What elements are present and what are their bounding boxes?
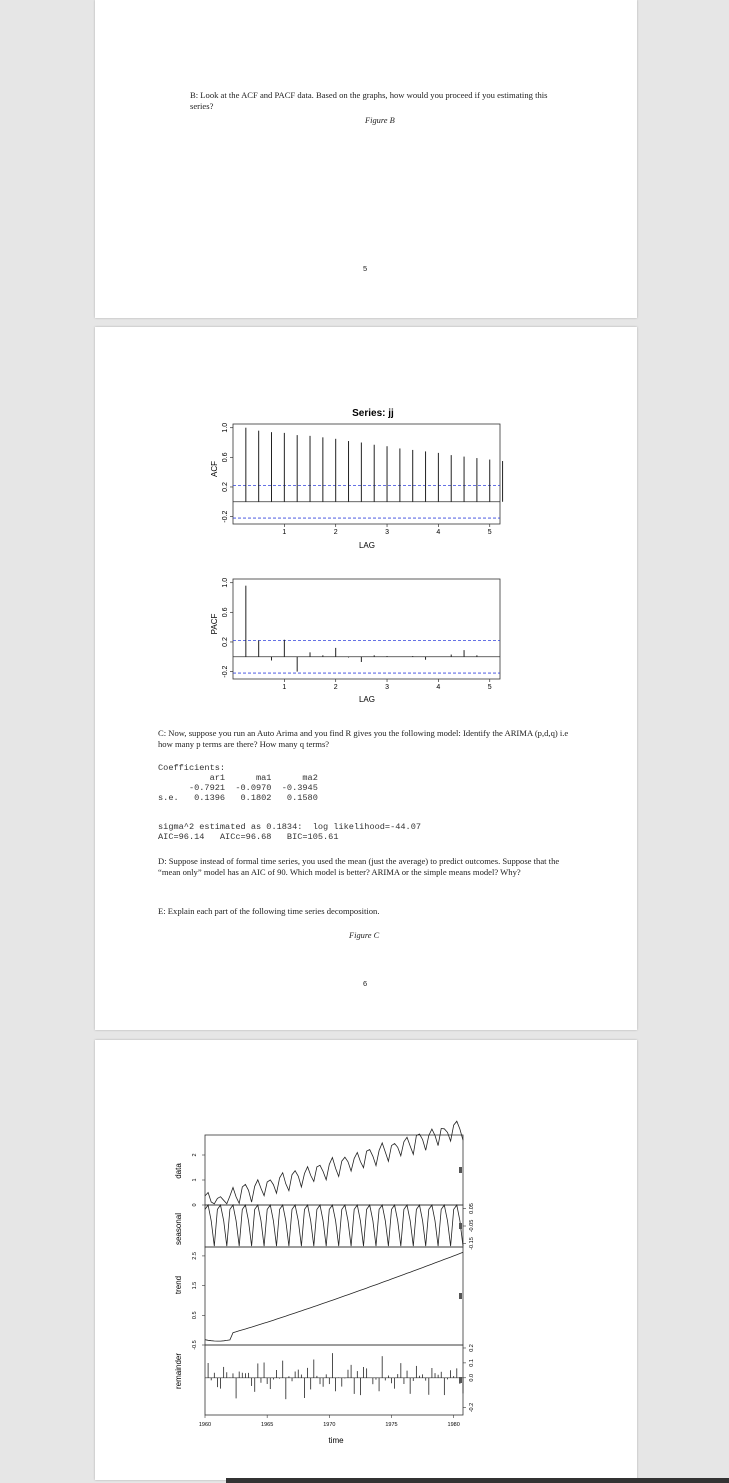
acf-frame [233, 424, 500, 524]
pacf-chart [222, 578, 500, 691]
stl-seasonal-scale-bar [459, 1223, 462, 1229]
stl-seasonal-line [205, 1205, 463, 1246]
pacf-y-tick-label: -0.2 [222, 665, 229, 678]
panel-label-trend: trend [174, 1275, 183, 1295]
stl-trend-y-tick-label: 0.5 [192, 1311, 198, 1320]
stl-trend-panel [205, 1247, 463, 1345]
stl-trend-scale-bar [459, 1293, 462, 1299]
stl-remainder-y-tick-label: 0.2 [469, 1344, 475, 1352]
stl-x-tick-label: 1970 [323, 1422, 336, 1428]
pacf-x-tick-label: 5 [487, 684, 492, 691]
stl-trend-y-tick-label: 2.5 [192, 1252, 198, 1260]
stl-data-y-tick-label: 0 [192, 1203, 198, 1207]
acf-y-tick-label: -0.2 [222, 510, 229, 523]
panel-label-seasonal: seasonal [174, 1212, 183, 1246]
acf-y-tick-label: 0.6 [222, 452, 229, 463]
acf-y-tick-label: 1.0 [222, 422, 229, 433]
document-page-5 [95, 0, 637, 318]
pacf-y-tick-label: 1.0 [222, 577, 229, 588]
pacf-x-tick-label: 3 [385, 684, 389, 691]
figure-c-caption: Figure C [349, 931, 380, 940]
stl-data-scale-bar [459, 1167, 462, 1173]
stl-trend-y-tick-label: -0.5 [192, 1340, 198, 1350]
pacf-y-tick-label: 0.2 [222, 637, 229, 647]
sigma-output: sigma^2 estimated as 0.1834: log likelihood=-44.07 AIC=96.14 AICc=96.68 BIC=105.61 [158, 822, 422, 842]
pacf-ylabel: PACF [210, 613, 219, 635]
figure-b-caption: Figure B [365, 116, 395, 125]
stl-data-y-tick-label: 2 [192, 1153, 198, 1157]
stl-remainder-y-tick-label: -0.2 [469, 1402, 475, 1413]
stl-data-line [205, 1121, 463, 1204]
pacf-x-tick-label: 4 [436, 684, 441, 691]
stl-x-tick-label: 1960 [198, 1422, 212, 1428]
stl-data-y-tick-label: 1 [192, 1178, 198, 1182]
question-c-text: C: Now, suppose you run an Auto Arima and you find R gives you the following model: Identify the ARIMA (p,d,q) i.e how many p terms are there? How many q terms? [158, 728, 569, 749]
stl-remainder-scale-bar [459, 1377, 462, 1383]
acf-ylabel: ACF [210, 461, 219, 477]
acf-chart [222, 423, 503, 536]
stl-trend-line [205, 1252, 463, 1341]
pacf-frame [233, 579, 500, 679]
question-d-text: D: Suppose instead of formal time series, you used the mean (just the average) to predict outcomes. Suppose that the “mean only” model has an AIC of 90. Which model is better? ARIMA or the simple means model? Why? [158, 856, 560, 877]
stl-x-tick-label: 1980 [447, 1422, 460, 1428]
acf-x-tick-label: 1 [282, 529, 287, 536]
acf-x-tick-label: 4 [436, 529, 441, 536]
panel-label-data: data [174, 1163, 183, 1179]
panel-label-remainder: remainder [174, 1352, 183, 1390]
taskbar-strip [226, 1478, 729, 1483]
pacf-xlabel: LAG [358, 695, 376, 704]
coefficients-output: Coefficients: ar1 ma1 ma2 -0.7921 -0.0970 -0.3945 s.e. 0.1396 0.1802 0.1580 [158, 763, 318, 803]
stl-seasonal-y-tick-label: 0.05 [469, 1203, 475, 1214]
pacf-y-tick-label: 0.6 [222, 607, 229, 618]
acf-x-tick-label: 2 [333, 529, 338, 536]
page-number: 6 [363, 979, 368, 988]
page-number: 5 [363, 264, 368, 273]
stl-x-tick-label: 1965 [261, 1422, 274, 1428]
stl-trend-y-tick-label: 1.5 [192, 1281, 198, 1290]
stl-xlabel: time [328, 1436, 344, 1445]
stl-remainder-y-tick-label: 0.1 [469, 1359, 475, 1367]
document-page-7 [95, 1040, 637, 1480]
document-page-6 [95, 327, 637, 1030]
stl-seasonal-y-tick-label: -0.05 [469, 1219, 475, 1233]
stl-remainder-y-tick-label: 0.0 [469, 1373, 475, 1382]
stl-x-tick-label: 1975 [385, 1422, 398, 1428]
question-e-text: E: Explain each part of the following time series decomposition. [158, 906, 380, 916]
pacf-x-tick-label: 1 [282, 684, 287, 691]
stl-decomposition-figure [95, 1040, 637, 1480]
acf-y-tick-label: 0.2 [222, 482, 229, 492]
acf-title: Series: jj [352, 408, 394, 419]
acf-x-tick-label: 3 [385, 529, 389, 536]
stl-remainder-panel [205, 1345, 463, 1415]
question-b-text: B: Look at the ACF and PACF data. Based on the graphs, how would you proceed if you estimating this series? [190, 90, 548, 111]
acf-x-tick-label: 5 [487, 529, 492, 536]
acf-pacf-figure [95, 327, 637, 707]
stl-seasonal-y-tick-label: -0.15 [469, 1237, 475, 1250]
acf-xlabel: LAG [358, 541, 376, 550]
pacf-x-tick-label: 2 [333, 684, 338, 691]
